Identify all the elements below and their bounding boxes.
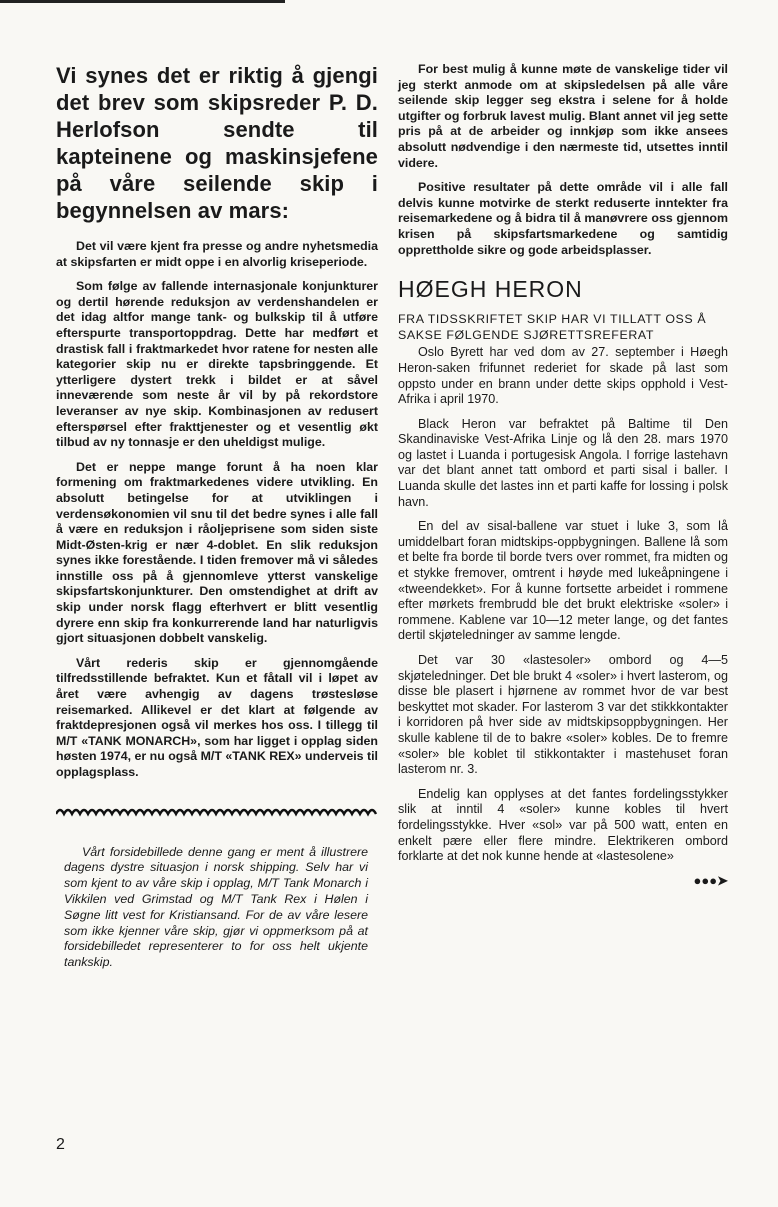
cover-caption: Vårt forsidebillede denne gang er ment å illustrere dagens dystre situasjon i norsk shipping. Selv har vi som kjent to av våre skip i opplag, M/T Tank Monarch i Vikkilen ved Grimstad og M/T Tank Rex i Hølen i Søgne litt vest for Kristiansand. For de av våre lesere som ikke kjenner våre skip, gjør vi oppmerksom på at forsidebilledet representerer to for oss helt ukjente tankskip. xyxy=(64,844,368,970)
continued-arrow-icon: ●●●➤ xyxy=(693,872,728,888)
top-rule xyxy=(0,0,285,3)
letter-continuation xyxy=(398,62,728,258)
letter-paragraph: Som følge av fallende internasjonale konjunkturer og dertil hørende reduksjon av verdenshandelen er det idag altfor mange tank- og bulkskip til å utføre efterspurte transportoppdrag. Dette har medført et drastisk fall i fraktmarkedet hvor ratene for nesten alle kategorier skip nu er direkte tapsbringgende. Et ytterligere dystert trekk i bildet er at såvel inneværende som neste år vil by på rekordstore leveranser av nye skip. Kombinasjonen av redusert efterspørsel efter frakttjenester og et vesentlig økt tilbud av ny tonnasje er den uheldigst mulige. xyxy=(56,279,378,450)
article-paragraph: Oslo Byrett har ved dom av 27. september i Høegh Heron-saken frifunnet rederiet for skade på last som oppsto under en brann under dette skips opphold i Vest-Afrika i april 1970. xyxy=(398,345,728,407)
article-body xyxy=(398,345,728,864)
article-paragraph: Det var 30 «lastesoler» ombord og 4—5 skjøteledninger. Det ble brukt 4 «soler» i hvert lasterom, og disse ble plasert i hjørnene av rommet hvor de var best beskyttet mot skader. For lasterom 3 var det stikkkontakter i korridoren på hver side av midtskipsoppbygningen. Her skulle kablene til de to bakre «soler» kobles. De to fremre «soler» ble koblet til stikkontakter i mastehuset foran lasterom nr. 3. xyxy=(398,653,728,777)
headline: Vi synes det er riktig å gjengi det brev som skipsreder P. D. Herlofson sendte til kapteinene og maskinsjefene på våre seilende skip i begynnelsen av mars: xyxy=(56,63,378,223)
article-paragraph: Endelig kan opplyses at det fantes fordelingsstykker slik at inntil 4 «soler» kunne kobles til hvert fordelingsstykke. Hver «sol» var på 500 watt, enten en enkelt pære eller flere mindre. Elektrikeren ombord forklarte at det nok kunne hende at «lastesolene» xyxy=(398,786,728,864)
page-number: 2 xyxy=(56,1136,65,1153)
letter-paragraph: For best mulig å kunne møte de vanskelige tider vil jeg sterkt anmode om at skipsledelsen på alle våre seilende skip legger seg ekstra i selene for å holde utgifter og forbruk lavest mulig. Blant annet vil jeg sette pris på at de arbeider og innkjøp som ikke ansees absolutt nødvendige i den nærmeste tid, utsettes inntil videre. xyxy=(398,62,728,170)
left-column xyxy=(56,62,378,971)
wave-divider xyxy=(56,807,378,825)
article-kicker: FRA TIDSSKRIFTET SKIP HAR VI TILLATT OSS Å SAKSE FØLGENDE SJØRETTSREFERAT xyxy=(398,312,707,342)
letter-paragraph: Det er neppe mange forunt å ha noen klar formening om fraktmarkedenes videre utvikling. En absolutt betingelse for at utviklingen i verdensøkonomien vil snu til det bedre synes i alle fall å være en reduksjon i råoljeprisene som siden siste Midt-Østen-krig er nær 4-doblet. En slik reduksjon synes ikke forestående. I tiden fremover må vi således innstille oss på å gjennomleve ytterst vanskelige skipsfartskonjunkturer. Den omstendighet at drift av skip under norsk flagg efterhvert er blitt vesentlig dyrere enn skip fra konkurrerende land har naturligvis gjort situasjonen dobbelt vanskelig. xyxy=(56,459,378,646)
letter-paragraph: Positive resultater på dette område vil i alle fall delvis kunne motvirke de sterkt reduserte inntekter fra reisemarkedene og å bidra til å manøvrere oss gjennom krisen på skipsfartsmarkedene og samtidig opprettholde sikre og gode arbeidsplasser. xyxy=(398,180,728,257)
letter-paragraph: Vårt rederis skip er gjennomgående tilfredsstillende befraktet. Kun et fåtall vil i løpet av året være avhengig av dagens trøstesløse reisemarked. Allikevel er det klart at følgende av fraktdepresjonen også vil merkes hos oss. I tillegg til M/T «TANK MONARCH», som har ligget i opplag siden høsten 1974, er nu også M/T «TANK REX» underveis til opplagsplass. xyxy=(56,655,379,779)
letter-paragraph: Det vil være kjent fra presse og andre nyhetsmedia at skipsfarten er midt oppe i en alvorlig kriseperiode. xyxy=(56,239,378,269)
article-paragraph: Black Heron var befraktet på Baltime til Den Skandinaviske Vest-Afrika Linje og lå den 28. mars 1970 og lastet i Luanda i portugesisk Angola. I forrige lastehavn var det blant annet tatt ombord et parti sisal i baller. I Luanda skulle det lastes inn et parti kaffe for lossing i polsk havn. xyxy=(398,416,728,509)
letter-body xyxy=(56,239,378,781)
section-title: HØEGH HERON xyxy=(398,276,583,303)
right-column xyxy=(398,62,728,888)
article-paragraph: En del av sisal-ballene var stuet i luke 3, som lå umiddelbart foran midtskips-oppbygningen. Ballene lå som et belte fra borde til borde tvers over rommet, fra midten og et stykke fremover, omtrent i høyde med lukeåpningene i «tweendekket». For å kunne fortsette arbeidet i rommene efter mørkets frembrudd ble det brukt elektriske «soler» i rommene. Kablene var 10—12 meter lange, og det fantes dertil skjøteledninger av samme lengde. xyxy=(398,519,728,643)
